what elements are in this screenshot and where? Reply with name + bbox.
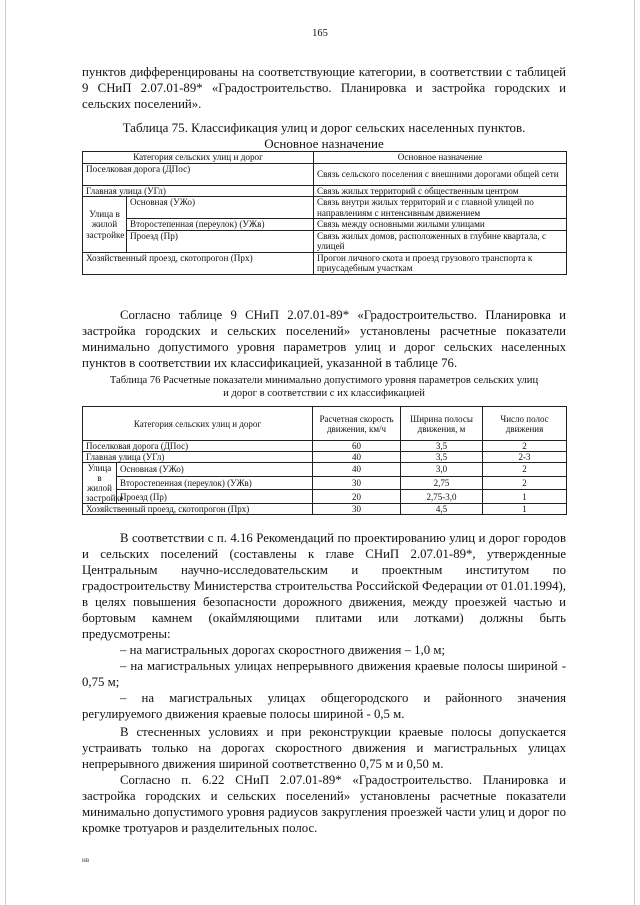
- table-cell: Хозяйственный проезд, скотопрогон (Прх): [83, 504, 313, 515]
- paragraph-2: Согласно таблице 9 СНиП 2.07.01-89* «Градостроительство. Планировка и застройка городских и сельских поселений» установлены расчетные показатели минимально допустимого уровня параметров улиц и дорог сельских населенных пунктов в соответствии их классификацией, указанной в таблице 76.: [82, 308, 566, 370]
- intro-paragraph: пунктов дифференцированы на соответствующие категории, в соответствии с таблицей 9 СНиП 2.07.01-89* «Градостроительство. Планировка и застройка городских и сельских поселений».: [82, 65, 566, 111]
- table-cell: 40: [313, 463, 401, 477]
- table-cell: Второстепенная (переулок) (УЖв): [127, 219, 314, 231]
- table-cell: 3,5: [401, 452, 483, 463]
- table-cell: Связь между основными жилыми улицами: [314, 219, 567, 231]
- table-header-cell: Категория сельских улиц и дорог: [83, 407, 313, 441]
- table-cell: Связь жилых домов, расположенных в глубине квартала, с улицей: [314, 230, 567, 252]
- table-cell: Проезд (Пр): [127, 230, 314, 252]
- table-header-cell: Основное назначение: [314, 152, 567, 164]
- table-row: [83, 219, 567, 231]
- table-row: [83, 163, 567, 185]
- table-cell: 1: [483, 490, 567, 504]
- table-cell: 3,0: [401, 463, 483, 477]
- table-cell: 2,75: [401, 476, 483, 490]
- table-cell: Связь сельского поселения с внешними дорогами общей сети: [314, 163, 567, 185]
- table76-caption-line2: и дорог в соответствии с их классификацией: [223, 388, 425, 399]
- table-cell: 2: [483, 476, 567, 490]
- table-header-row: [83, 152, 567, 164]
- table-row: [83, 476, 567, 490]
- table-cell: 30: [313, 504, 401, 515]
- table-row: [83, 185, 567, 197]
- table-header-cell: Ширина полосы движения, м: [401, 407, 483, 441]
- footer-mark: нв: [82, 856, 90, 864]
- table-cell: Главная улица (УГл): [83, 185, 314, 197]
- table-cell: 4,5: [401, 504, 483, 515]
- table-row: [83, 504, 567, 515]
- table-cell: 1: [483, 504, 567, 515]
- table-row: [83, 463, 567, 477]
- paragraph-3: В соответствии с п. 4.16 Рекомендаций по проектированию улиц и дорог городов и сельских поселений (составлены к главе СНиП 2.07.01-89*, утвержденные Центральным научно-исследовательским и проектным институтом по градостроительству Министерства строительства Российской Федерации от 01.01.1994), в целях повышения безопасности дорожного движения, между проезжей частью и бортовым камнем (окаймляющими плитами или лотками) должны быть предусмотрены:: [82, 531, 566, 641]
- group-label-cell: Улица в жилой застройке: [83, 197, 127, 253]
- table-row: [83, 197, 567, 219]
- table-cell: 2,75-3,0: [401, 490, 483, 504]
- table-cell: Прогон личного скота и проезд грузового транспорта к приусадебным участкам: [314, 252, 567, 274]
- table-header-row: [83, 407, 567, 441]
- table-header-cell: Расчетная скорость движения, км/ч: [313, 407, 401, 441]
- table-cell: Связь внутри жилых территорий и с главной улицей по направлениям с интенсивным движением: [314, 197, 567, 219]
- paragraph-5: Согласно п. 6.22 СНиП 2.07.01-89* «Градостроительство. Планировка и застройка городских и сельских поселений» установлены расчетные показатели минимально допустимого уровня радиусов закругления проезжей части улиц и дорог по кромке тротуаров и разделительных полос.: [82, 773, 566, 835]
- table-cell: 60: [313, 441, 401, 452]
- group-label-cell: Улица в жилой застройке: [83, 463, 117, 504]
- table76-caption-line1: Таблица 76 Расчетные показатели минимально допустимого уровня параметров сельских улиц: [109, 375, 539, 386]
- page-number: 165: [312, 28, 328, 39]
- table-cell: Хозяйственный проезд, скотопрогон (Прх): [83, 252, 314, 274]
- table-76: [82, 406, 567, 515]
- table-cell: Поселковая дорога (ДПос): [83, 441, 313, 452]
- page-edge-left: [5, 0, 6, 905]
- table-row: [83, 490, 567, 504]
- paragraph-4: В стесненных условиях и при реконструкции краевые полосы допускается устраивать только на дорогах скоростного движения и магистральных улицах непрерывного движения шириной соответственно 0,75 м и 0,50 м.: [82, 725, 566, 771]
- table-cell: Второстепенная (переулок) (УЖв): [117, 476, 313, 490]
- table-cell: 2: [483, 463, 567, 477]
- table-cell: 3,5: [401, 441, 483, 452]
- table-75: [82, 151, 567, 275]
- bullet-item: – на магистральных улицах общегородского и районного значения регулируемого движения краевые полосы шириной - 0,5 м.: [82, 691, 566, 721]
- table-cell: 2: [483, 441, 567, 452]
- table-row: [83, 252, 567, 274]
- table75-caption-line1: Таблица 75. Классификация улиц и дорог сельских населенных пунктов.: [122, 120, 526, 135]
- page-edge-right: [634, 0, 635, 905]
- table-header-cell: Число полос движения: [483, 407, 567, 441]
- table-row: [83, 452, 567, 463]
- table-cell: Главная улица (УГл): [83, 452, 313, 463]
- table-cell: Основная (УЖо): [117, 463, 313, 477]
- bullet-item: – на магистральных улицах непрерывного движения краевые полосы шириной - 0,75 м;: [82, 659, 566, 689]
- table-cell: Основная (УЖо): [127, 197, 314, 219]
- table-row: [83, 230, 567, 252]
- table-header-cell: Категория сельских улиц и дорог: [83, 152, 314, 164]
- table-cell: 20: [313, 490, 401, 504]
- table75-caption-line2: Основное назначение: [264, 136, 384, 151]
- bullet-item: – на магистральных дорогах скоростного движения – 1,0 м;: [120, 643, 446, 657]
- table-row: [83, 441, 567, 452]
- table-cell: Поселковая дорога (ДПос): [83, 163, 314, 185]
- table-cell: Проезд (Пр): [117, 490, 313, 504]
- table-cell: Связь жилых территорий с общественным центром: [314, 185, 567, 197]
- table-cell: 40: [313, 452, 401, 463]
- table-cell: 30: [313, 476, 401, 490]
- table-cell: 2-3: [483, 452, 567, 463]
